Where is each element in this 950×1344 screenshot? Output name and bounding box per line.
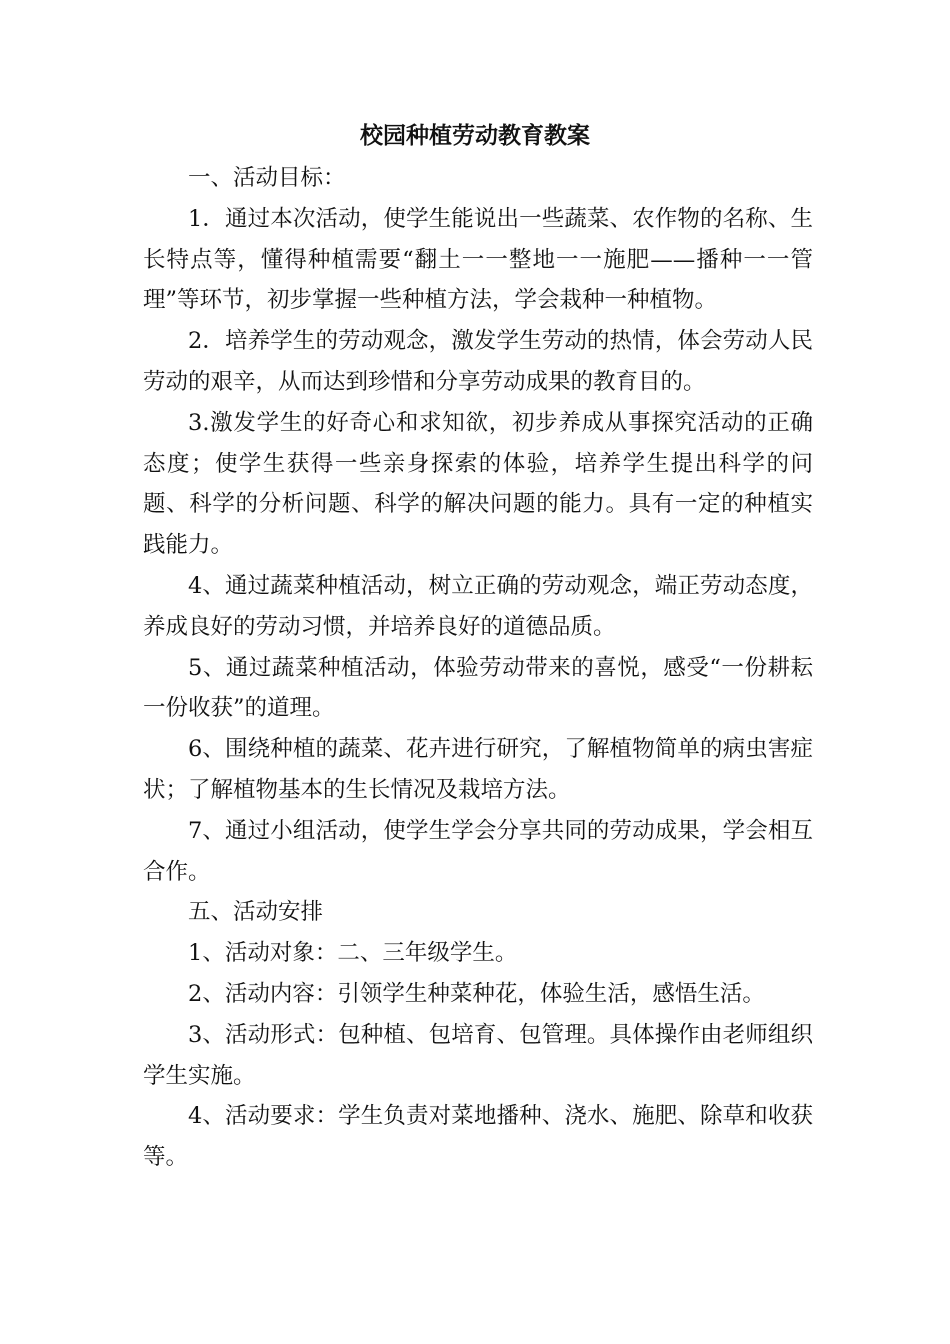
document-title: 校园种植劳动教育教案 bbox=[360, 122, 590, 149]
goal-item-2: 2．培养学生的劳动观念，激发学生劳动的热情，体会劳动人民劳动的艰辛，从而达到珍惜和分享劳动成果的教育目的。 bbox=[143, 328, 813, 395]
document-body bbox=[143, 158, 813, 1178]
goal-item-4: 4、通过蔬菜种植活动，树立正确的劳动观念，端正劳动态度，养成良好的劳动习惯，并培养良好的道德品质。 bbox=[143, 572, 813, 640]
goal-item-7: 7、通过小组活动，使学生学会分享共同的劳动成果，学会相互合作。 bbox=[143, 817, 813, 885]
goal-item-6: 6、围绕种植的蔬菜、花卉进行研究，了解植物简单的病虫害症状；了解植物基本的生长情况及栽培方法。 bbox=[143, 736, 813, 803]
goal-item-1: 1．通过本次活动，使学生能说出一些蔬菜、农作物的名称、生长特点等，懂得种植需要“翻土一一整地一一施肥——播种一一管理”等环节，初步掌握一些种植方法，学会栽种一种植物。 bbox=[143, 205, 813, 314]
arrangement-item-2: 2、活动内容：引领学生种菜种花，体验生活，感悟生活。 bbox=[188, 980, 765, 1007]
arrangement-item-1: 1、活动对象：二、三年级学生。 bbox=[188, 940, 518, 967]
section-heading-goals: 一、活动目标： bbox=[188, 165, 346, 191]
arrangement-item-4: 4、活动要求：学生负责对菜地播种、浇水、施肥、除草和收获等。 bbox=[143, 1103, 813, 1171]
section-heading-arrangement: 五、活动安排 bbox=[188, 899, 324, 926]
arrangement-item-3: 3、活动形式：包种植、包培育、包管理。具体操作由老师组织学生实施。 bbox=[143, 1021, 813, 1089]
goal-item-3: 3.激发学生的好奇心和求知欲，初步养成从事探究活动的正确态度；使学生获得一些亲身探索的体验，培养学生提出科学的问题、科学的分析问题、科学的解决问题的能力。具有一定的种植实践能力。 bbox=[143, 409, 813, 559]
goal-item-5: 5、通过蔬菜种植活动，体验劳动带来的喜悦，感受“一份耕耘一份收获”的道理。 bbox=[143, 654, 813, 722]
